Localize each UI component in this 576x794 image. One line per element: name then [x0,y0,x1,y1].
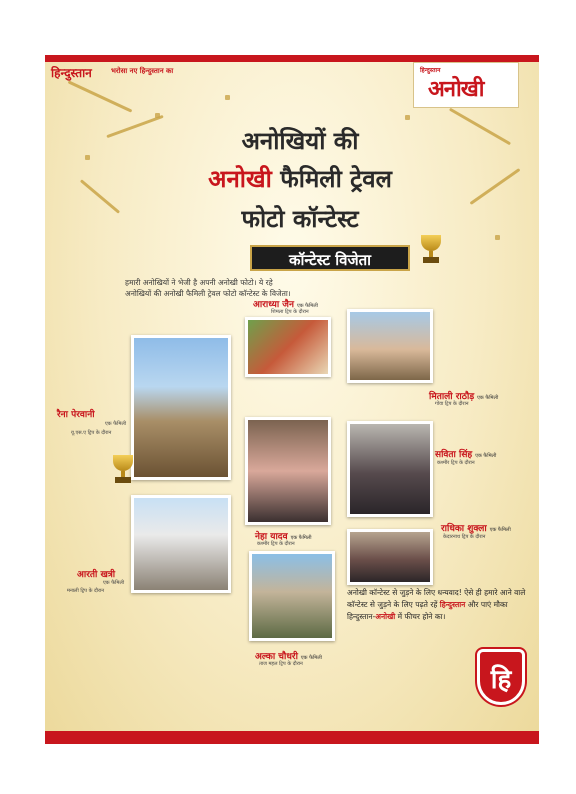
winner-name: सविता सिंह एक फैमिली [435,450,497,460]
confetti [85,155,90,160]
brand-name: हिन्दुस्तान [51,66,92,80]
trophy-icon [419,235,443,265]
winner-age: एक फैमिली [105,421,127,427]
winner-caption: कश्मीर ट्रिप के दौरान [437,460,475,466]
winner-caption: ताज महल ट्रिप के दौरान [259,661,303,667]
winner-photo-4 [347,421,433,517]
winner-photo-7 [131,495,231,593]
gold-ribbon [470,168,521,205]
logo-small-text: हिन्दुस्तान [420,67,441,74]
winner-name: आराध्या जैन एक फैमिली [253,300,318,310]
hindustan-shield-logo: हि [477,649,525,705]
winner-caption: केदारनाथ ट्रिप के दौरान [443,534,486,540]
winner-caption: कश्मीर ट्रिप के दौरान [257,541,295,547]
headline-line1: अनोखियों की [241,127,359,155]
brand-tagline: भरोसा नए हिन्दुस्तान का [111,67,174,75]
gold-ribbon [68,80,133,112]
thanks-text: अनोखी कॉन्टेस्ट से जुड़ने के लिए धन्यवाद! ऐसे ही हमारे आने वाले कॉन्टेस्ट से जुड़ने के लिए पढ़ते रहें हिन्दुस्तान और पाएं मौका हिन्दुस्तान-अनोखी में फीचर होने का। [347,588,526,621]
winner-caption: गोवा ट्रिप के दौरान [435,401,469,407]
winners-banner: कॉन्टेस्ट विजेता [250,245,410,271]
winner-photo-5 [245,417,331,525]
trophy-icon [111,455,135,485]
anokhi-logo [413,62,519,108]
winner-caption: शिमला ट्रिप के दौरान [271,309,309,315]
intro-text: हमारी अनोखियों ने भेजी है अपनी अनोखी फोटो। ये रहे अनोखियों की अनोखी फैमिली ट्रेवल फोटो कॉन्टेस्ट के विजेता। [125,278,291,298]
newspaper-page [45,55,539,744]
winner-name: आरती खत्री [77,570,116,580]
confetti [155,113,160,118]
headline-line3: फोटो कॉन्टेस्ट [241,205,359,233]
top-red-bar [45,55,539,62]
logo-big-text: अनोखी [428,76,484,102]
confetti [405,115,410,120]
winner-photo-8 [249,551,335,641]
gold-ribbon [80,179,120,213]
winner-age: एक फैमिली [103,580,125,586]
winner-photo-6 [347,529,433,585]
winner-name: अल्का चौधरी एक फैमिली [255,652,322,662]
winner-name: मिताली राठौड़ एक फैमिली [429,392,499,402]
winner-photo-2 [245,317,331,377]
headline-line2-rest: फैमिली ट्रेवल [280,165,392,193]
winner-photo-3 [347,309,433,383]
winner-name: रैना पेरवानी [57,410,95,420]
headline-anokhi: अनोखी [208,164,272,193]
winner-photo-1 [131,335,231,480]
winner-name: नेहा यादव एक फैमिली [255,532,312,542]
headline-line2 [135,165,465,193]
confetti [495,235,500,240]
winner-name: राधिका शुक्ला एक फैमिली [441,524,511,534]
bottom-red-bar [45,731,539,744]
confetti [225,95,230,100]
winner-caption: मनाली ट्रिप के दौरान [67,588,105,594]
winner-caption: यू.एस.ए ट्रिप के दौरान [71,430,112,436]
